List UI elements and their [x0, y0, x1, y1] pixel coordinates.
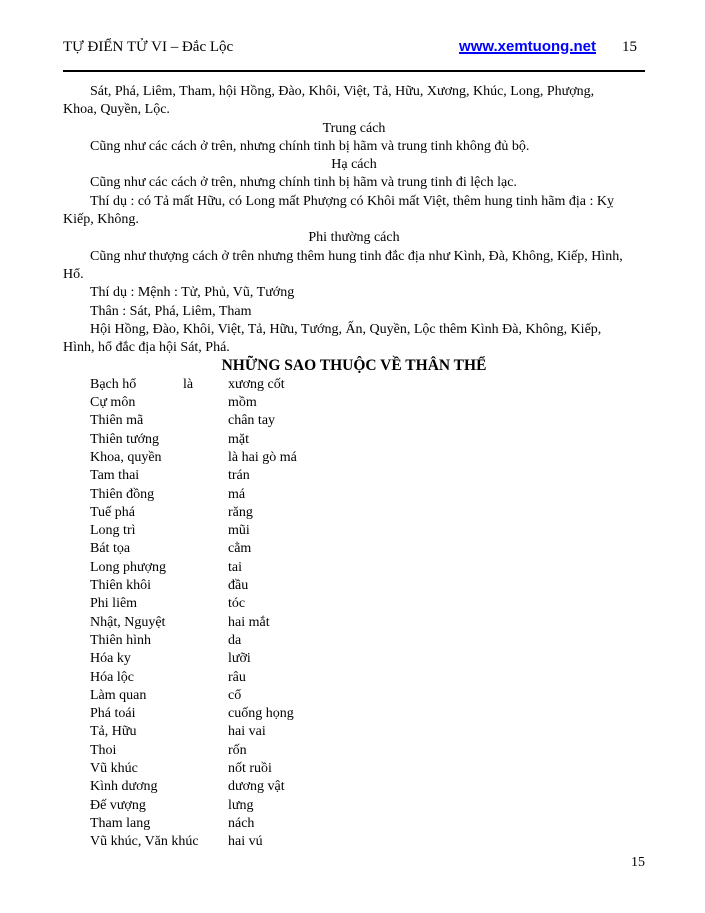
star-body-cell-body: mũi [228, 523, 250, 539]
star-body-row [63, 376, 645, 394]
star-body-cell-body: nách [228, 815, 255, 831]
star-body-cell-conn [183, 650, 228, 668]
star-body-cell-star: Vũ khúc, Văn khúc [90, 834, 199, 850]
star-body-cell-star: Kình dương [90, 779, 158, 795]
star-body-row [63, 504, 645, 522]
star-body-cell-star: Thiên tướng [90, 431, 160, 447]
star-body-cell-star: Tả, Hữu [90, 724, 137, 740]
star-body-cell-conn [183, 723, 228, 741]
star-body-cell-conn [183, 705, 228, 723]
star-body-cell-body: má [228, 486, 246, 502]
star-body-cell-body: cổ [228, 687, 242, 703]
star-body-cell-star: Phi liêm [90, 596, 138, 612]
star-body-cell-conn [183, 559, 228, 577]
star-body-cell-conn [183, 815, 228, 833]
star-body-row [63, 723, 645, 741]
star-body-cell-body: hai vú [228, 834, 263, 850]
star-body-row [63, 669, 645, 687]
paragraph-line: Kiếp, Không. [63, 212, 139, 228]
star-body-row [63, 705, 645, 723]
star-body-cell-conn [183, 467, 228, 485]
paragraph-line: Thí dụ : có Tả mất Hữu, có Long mất Phượng có Khôi mất Việt, thêm hung tinh hãm địa : Kỵ [90, 193, 614, 209]
star-body-cell-conn [183, 614, 228, 632]
star-body-cell-conn [183, 504, 228, 522]
star-body-cell-star: Hóa lộc [90, 669, 134, 685]
star-body-cell-body: cuống họng [228, 706, 294, 722]
star-body-row [63, 778, 645, 796]
star-body-row [63, 394, 645, 412]
star-body-cell-conn [183, 687, 228, 705]
star-body-cell-conn: là [183, 376, 194, 392]
star-body-row [63, 540, 645, 558]
star-body-cell-body: tai [228, 559, 242, 575]
star-body-row [63, 797, 645, 815]
star-body-cell-body: răng [228, 504, 253, 520]
header-divider [63, 70, 645, 72]
star-body-cell-star: Cự môn [90, 395, 136, 411]
star-body-cell-body: là hai gò má [228, 449, 297, 465]
star-body-cell-star: Thiên hình [90, 632, 152, 648]
star-body-cell-body: tóc [228, 596, 246, 612]
subheading-ha-cach: Hạ cách [331, 157, 377, 173]
star-body-cell-body: lưỡi [228, 651, 251, 667]
star-body-row [63, 595, 645, 613]
star-body-cell-body: da [228, 632, 242, 648]
star-body-cell-star: Thiên mã [90, 413, 144, 429]
star-body-cell-conn [183, 632, 228, 650]
document-title: TỰ ĐIỂN TỬ VI – Đắc Lộc [63, 39, 234, 55]
star-body-cell-star: Làm quan [90, 687, 147, 703]
paragraph-line: Thí dụ : Mệnh : Tử, Phủ, Vũ, Tướng [90, 285, 295, 301]
star-body-cell-body: cằm [228, 541, 252, 557]
star-body-cell-body: đầu [228, 578, 249, 594]
star-body-cell-conn [183, 449, 228, 467]
star-body-cell-conn [183, 431, 228, 449]
website-link[interactable]: www.xemtuong.net [459, 38, 596, 55]
star-body-cell-body: xương cốt [228, 376, 285, 392]
star-body-cell-conn [183, 669, 228, 687]
paragraph-line: Thân : Sát, Phá, Liêm, Tham [90, 303, 252, 319]
star-body-row [63, 559, 645, 577]
star-body-cell-star: Phá toái [90, 706, 136, 722]
star-body-row [63, 577, 645, 595]
subheading-trung-cach: Trung cách [322, 120, 386, 136]
star-body-cell-conn [183, 486, 228, 504]
paragraph-line: Cũng như các cách ở trên, nhưng chính tinh bị hãm và trung tinh không đủ bộ. [90, 138, 530, 154]
paragraph-line: Hội Hồng, Đào, Khôi, Việt, Tả, Hữu, Tướng, Ấn, Quyền, Lộc thêm Kình Đà, Không, Kiếp, [90, 321, 602, 337]
star-body-cell-conn [183, 833, 228, 851]
star-body-cell-star: Tam thai [90, 468, 140, 484]
star-body-cell-star: Thiên đồng [90, 486, 155, 502]
star-body-cell-body: lưng [228, 797, 254, 813]
star-body-cell-conn [183, 595, 228, 613]
star-body-row [63, 650, 645, 668]
star-body-cell-star: Hóa ky [90, 651, 131, 667]
star-body-cell-body: mồm [228, 395, 257, 411]
footer-page-number: 15 [631, 855, 645, 870]
star-body-row [63, 614, 645, 632]
document-body [63, 83, 645, 851]
page-header [63, 38, 645, 56]
star-body-cell-star: Khoa, quyền [90, 449, 162, 465]
paragraph-line: Khoa, Quyền, Lộc. [63, 102, 170, 118]
star-body-row [63, 760, 645, 778]
star-body-cell-star: Thiên khôi [90, 578, 152, 594]
star-body-cell-conn [183, 742, 228, 760]
star-body-cell-conn [183, 412, 228, 430]
star-body-row [63, 412, 645, 430]
star-body-cell-body: hai vai [228, 724, 266, 740]
star-body-row [63, 687, 645, 705]
star-body-cell-conn [183, 394, 228, 412]
subheading-phi-thuong-cach: Phi thường cách [308, 230, 400, 246]
star-body-row [63, 431, 645, 449]
star-body-row [63, 815, 645, 833]
star-body-cell-star: Bạch hổ [90, 376, 137, 392]
star-body-cell-conn [183, 577, 228, 595]
star-body-cell-star: Nhật, Nguyệt [90, 614, 166, 630]
star-body-cell-conn [183, 522, 228, 540]
star-body-row [63, 632, 645, 650]
star-body-cell-star: Thoi [90, 742, 117, 758]
star-body-cell-star: Đế vượng [90, 797, 146, 813]
star-body-cell-body: râu [228, 669, 246, 685]
star-body-row [63, 833, 645, 851]
star-body-cell-star: Bát tọa [90, 541, 131, 557]
paragraph-line: Hình, hổ đắc địa hội Sát, Phá. [63, 340, 230, 356]
star-body-cell-body: hai mắt [228, 614, 270, 630]
star-body-cell-body: mặt [228, 431, 249, 447]
star-body-cell-conn [183, 778, 228, 796]
star-body-list [63, 376, 645, 852]
star-body-cell-conn [183, 760, 228, 778]
star-body-cell-conn [183, 540, 228, 558]
star-body-cell-star: Long phượng [90, 559, 167, 575]
paragraph-line: Cũng như thượng cách ở trên nhưng thêm hung tinh đắc địa như Kình, Đà, Không, Kiếp, Hình, [90, 248, 623, 264]
star-body-row [63, 467, 645, 485]
paragraph-line: Sát, Phá, Liêm, Tham, hội Hồng, Đào, Khôi, Việt, Tả, Hữu, Xương, Khúc, Long, Phượng, [90, 84, 595, 99]
star-body-row [63, 522, 645, 540]
star-body-row [63, 742, 645, 760]
star-body-cell-star: Tham lang [90, 815, 151, 831]
star-body-cell-body: trán [228, 468, 250, 484]
section-heading: NHỮNG SAO THUỘC VỀ THÂN THỂ [221, 357, 487, 375]
star-body-cell-conn [183, 797, 228, 815]
star-body-cell-body: chân tay [228, 413, 276, 429]
header-page-number: 15 [622, 39, 637, 55]
star-body-cell-body: dương vật [228, 779, 285, 795]
star-body-cell-star: Long trì [90, 523, 136, 539]
star-body-cell-body: rốn [228, 742, 247, 758]
star-body-row [63, 449, 645, 467]
paragraph-line: Cũng như các cách ở trên, nhưng chính tinh bị hãm và trung tinh đi lệch lạc. [90, 175, 517, 191]
star-body-cell-body: nốt ruồi [228, 760, 272, 776]
star-body-cell-star: Vũ khúc [90, 760, 138, 776]
paragraph-line: Hổ. [63, 266, 84, 282]
star-body-row [63, 486, 645, 504]
star-body-cell-star: Tuế phá [90, 504, 135, 520]
